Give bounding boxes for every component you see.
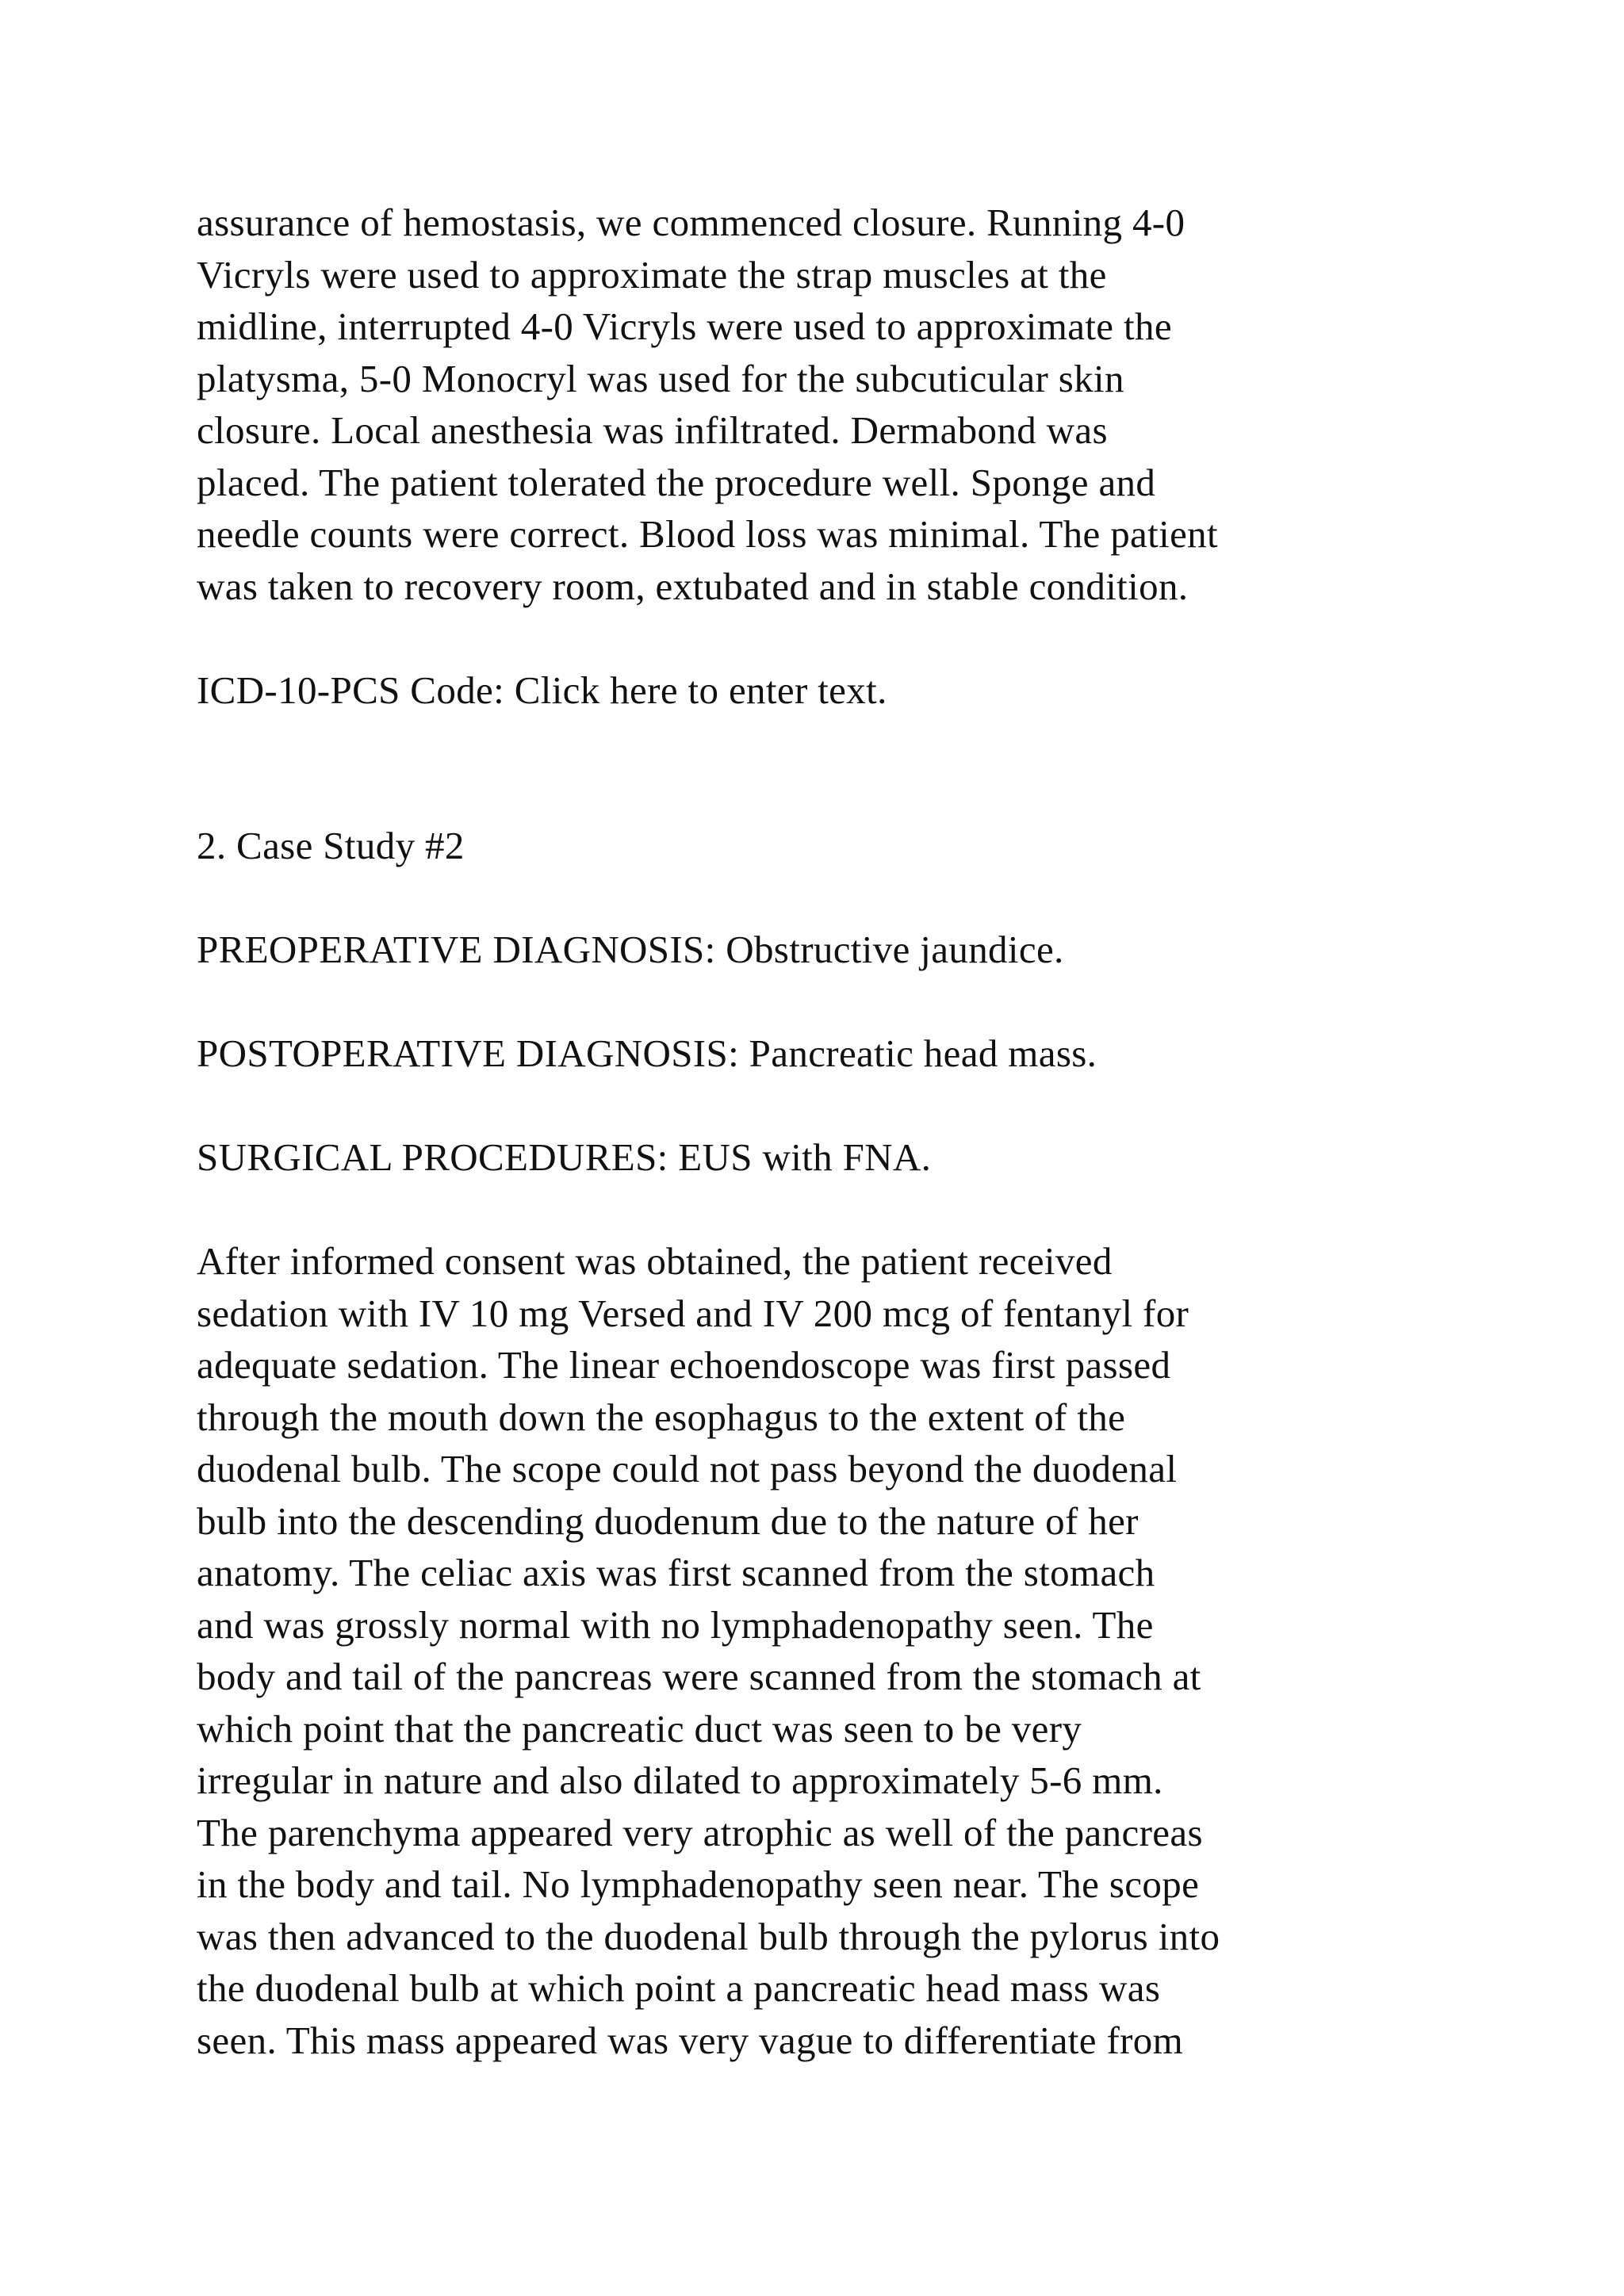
paragraph-line: through the mouth down the esophagus to the extent of the [197, 1395, 1126, 1439]
paragraph-gap [197, 1080, 1497, 1132]
paragraph-line: and was grossly normal with no lymphadenopathy seen. The [197, 1602, 1154, 1647]
paragraph-line: midline, interrupted 4-0 Vicryls were used to approximate the [197, 304, 1172, 348]
paragraph-line: needle counts were correct. Blood loss was minimal. The patient [197, 512, 1218, 556]
paragraph-line: placed. The patient tolerated the procedure well. Sponge and [197, 460, 1156, 504]
paragraph-line: duodenal bulb. The scope could not pass beyond the duodenal [197, 1447, 1178, 1490]
preoperative-diagnosis: PREOPERATIVE DIAGNOSIS: Obstructive jaundice. [197, 928, 1064, 971]
paragraph-line: anatomy. The celiac axis was first scanned from the stomach [197, 1551, 1155, 1594]
paragraph-line: After informed consent was obtained, the patient received [197, 1239, 1113, 1283]
icd-code-field[interactable]: ICD-10-PCS Code: Click here to enter text. [197, 668, 887, 712]
paragraph-line: Vicryls were used to approximate the strap muscles at the [197, 252, 1107, 297]
paragraph-line: body and tail of the pancreas were scanned from the stomach at [197, 1655, 1201, 1698]
paragraph-line: seen. This mass appeared was very vague to differentiate from [197, 2018, 1184, 2062]
paragraph-gap [197, 1184, 1497, 1236]
paragraph-line: which point that the pancreatic duct was seen to be very [197, 1706, 1082, 1751]
paragraph-line: sedation with IV 10 mg Versed and IV 200 mcg of fentanyl for [197, 1291, 1189, 1335]
document-body [197, 197, 1497, 2066]
paragraph-line: The parenchyma appeared very atrophic as well of the pancreas [197, 1810, 1203, 1854]
paragraph-gap [197, 612, 1497, 664]
closure-paragraph [197, 197, 1497, 612]
case-study-heading: 2. Case Study #2 [197, 824, 465, 867]
paragraph-line: closure. Local anesthesia was infiltrated. Dermabond was [197, 408, 1108, 452]
paragraph-line: irregular in nature and also dilated to approximately 5-6 mm. [197, 1758, 1163, 1802]
paragraph-line: platysma, 5-0 Monocryl was used for the subcuticular skin [197, 356, 1124, 400]
paragraph-gap [197, 716, 1497, 768]
paragraph-line: was then advanced to the duodenal bulb through the pylorus into [197, 1914, 1220, 1958]
paragraph-line: assurance of hemostasis, we commenced closure. Running 4-0 [197, 201, 1185, 244]
paragraph-gap [197, 768, 1497, 821]
paragraph-line: the duodenal bulb at which point a pancreatic head mass was [197, 1966, 1161, 2010]
procedure-paragraph [197, 1235, 1497, 2066]
postoperative-diagnosis: POSTOPERATIVE DIAGNOSIS: Pancreatic head mass. [197, 1031, 1097, 1075]
surgical-procedures: SURGICAL PROCEDURES: EUS with FNA. [197, 1135, 932, 1179]
paragraph-line: in the body and tail. No lymphadenopathy seen near. The scope [197, 1862, 1200, 1906]
paragraph-gap [197, 872, 1497, 924]
paragraph-line: adequate sedation. The linear echoendoscope was first passed [197, 1343, 1171, 1387]
paragraph-line: was taken to recovery room, extubated and in stable condition. [197, 564, 1189, 608]
paragraph-line: bulb into the descending duodenum due to the nature of her [197, 1498, 1139, 1543]
paragraph-gap [197, 976, 1497, 1028]
